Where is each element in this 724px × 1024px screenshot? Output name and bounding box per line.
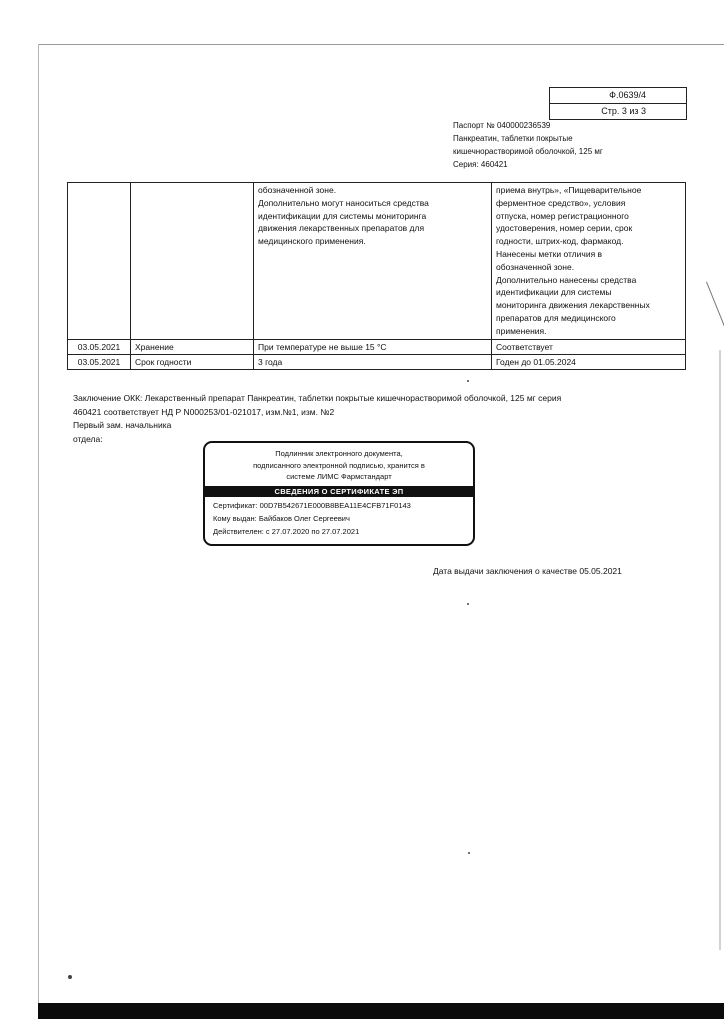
certificate-validity: Действителен: с 27.07.2020 по 27.07.2021 <box>213 526 360 536</box>
requirement-cell: обозначенной зоне. Дополнительно могут наноситься средства идентификации для системы мониторинга движения лекарственных препаратов для медицинского применения. <box>254 183 492 340</box>
passport-header <box>453 119 603 171</box>
scan-edge-right <box>719 350 721 950</box>
scan-pen-stroke <box>706 282 724 347</box>
test-date-cell <box>68 183 131 340</box>
qc-conclusion <box>73 392 593 446</box>
issue-date: Дата выдачи заключения о качестве 05.05.2021 <box>433 566 622 576</box>
scan-edge-top <box>39 44 724 45</box>
certificate-number: Сертификат: 00D7B542671E000B8BEA11E4CFB71F0143 <box>213 500 411 510</box>
scan-speck <box>68 975 72 979</box>
conclusion-line: Заключение ОКК: Лекарственный препарат Панкреатин, таблетки покрытые кишечнорастворимой оболочкой, 125 мг серия <box>73 393 562 403</box>
scan-edge-bottom <box>38 1003 724 1019</box>
test-date-cell: 03.05.2021 <box>68 339 131 354</box>
product-name-line2: кишечнорастворимой оболочкой, 125 мг <box>453 147 603 156</box>
requirement-cell: При температуре не выше 15 °С <box>254 339 492 354</box>
table-row <box>68 183 686 340</box>
table-row <box>68 339 686 354</box>
indicator-cell <box>131 183 254 340</box>
certificate-holder: Кому выдан: Байбаков Олег Сергеевич <box>213 513 350 523</box>
stamp-text: системе ЛИМС Фармстандарт <box>286 472 392 481</box>
scan-edge-left <box>38 44 39 1019</box>
scan-speck <box>467 380 469 382</box>
result-cell: Соответствует <box>492 339 686 354</box>
result-cell: Годен до 01.05.2024 <box>492 354 686 369</box>
test-date-cell: 03.05.2021 <box>68 354 131 369</box>
passport-number: Паспорт № 040000236539 <box>453 121 551 130</box>
stamp-text: подписанного электронной подписью, хранится в <box>253 460 425 470</box>
indicator-cell: Хранение <box>131 339 254 354</box>
conclusion-line: 460421 соответствует НД Р N000253/01-021017, изм.№1, изм. №2 <box>73 406 335 417</box>
scan-speck <box>467 603 469 605</box>
product-name-line1: Панкреатин, таблетки покрытые <box>453 134 573 143</box>
scan-speck <box>468 852 470 854</box>
stamp-text: Подлинник электронного документа, <box>275 449 403 458</box>
series-number: Серия: 460421 <box>453 160 508 169</box>
requirement-cell: 3 года <box>254 354 492 369</box>
signatory-department: отдела: <box>73 433 103 444</box>
quality-test-table <box>67 182 686 370</box>
page-number: Стр. 3 из 3 <box>550 103 686 119</box>
stamp-header: СВЕДЕНИЯ О СЕРТИФИКАТЕ ЭП <box>205 486 473 497</box>
form-code-box <box>549 87 687 120</box>
electronic-signature-stamp <box>203 441 475 546</box>
result-cell: приема внутрь», «Пищеварительное ферментное средство», условия отпуска, номер регистрационного удостоверения, номер серии, срок годности, штрих-код, фармакод. Нанесены метки отличия в обозначенной зоне. Дополнительно нанесены средства идентификации для системы мониторинга движения лекарственных препаратов для медицинского применения. <box>492 183 686 340</box>
indicator-cell: Срок годности <box>131 354 254 369</box>
table-row <box>68 354 686 369</box>
form-code: Ф.0639/4 <box>609 90 646 100</box>
signatory-title: Первый зам. начальника <box>73 420 172 430</box>
